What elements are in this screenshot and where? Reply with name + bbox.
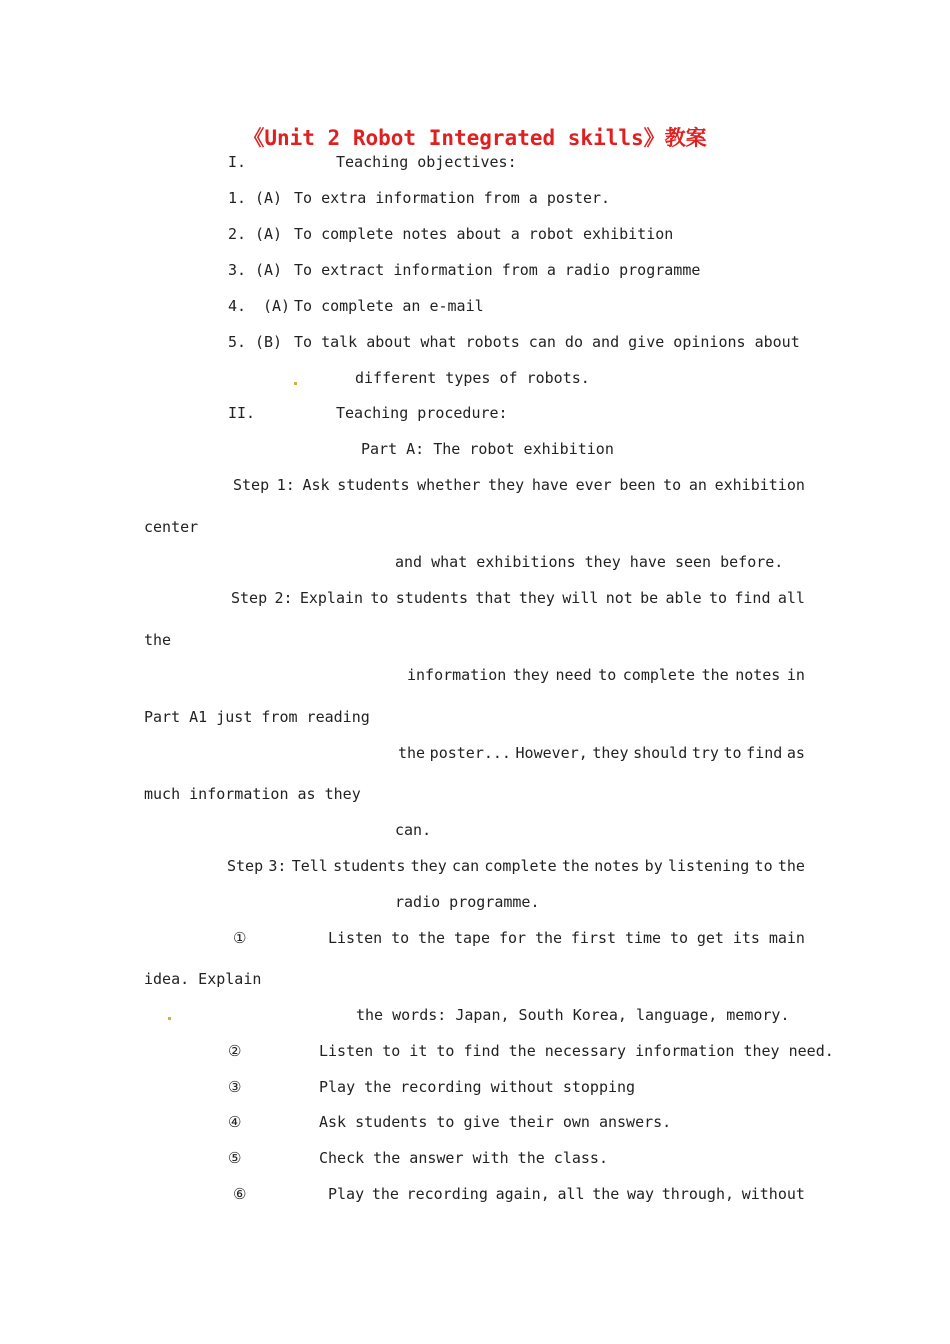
circled-number: ② [228,1042,242,1060]
substep-text: Play the recording again, all the way through, without [328,1185,805,1203]
circled-number: ① [233,929,247,947]
substep-text: Ask students to give their own answers. [319,1113,672,1131]
circled-number: ⑤ [228,1149,242,1167]
objective-level: (A) [255,225,283,243]
circled-number: ④ [228,1113,242,1131]
step-text: radio programme. [395,893,540,911]
stray-mark [168,1017,171,1020]
objective-number: 2. [228,225,247,243]
step-text: information they need to complete the notes in [407,666,805,684]
objective-level: (A) [255,189,283,207]
section-heading: Teaching objectives: [336,153,517,171]
circled-number: ⑥ [233,1185,247,1203]
step-text: much information as they [144,785,361,803]
objective-text: To extra information from a poster. [294,189,611,207]
part-heading: Part A: The robot exhibition [361,440,614,458]
objective-text: To talk about what robots can do and give opinions about [294,333,800,351]
substep-text: the words: Japan, South Korea, language, memory. [356,1006,790,1024]
step-text: and what exhibitions they have seen before. [395,553,784,571]
objective-level: (B) [255,333,283,351]
substep-text: Check the answer with the class. [319,1149,608,1167]
substep-text: Listen to it to find the necessary information they need. [319,1042,834,1060]
objective-text: To complete notes about a robot exhibition [294,225,674,243]
step-text: the poster... However, they should try to find as [398,744,805,762]
objective-text: To complete an e-mail [294,297,484,315]
objective-number: 5. [228,333,247,351]
step-text: Step 2: Explain to students that they will not be able to find all [231,589,805,607]
objective-level: (A) [263,297,291,315]
stray-mark [294,382,297,385]
section-numeral: I. [228,153,247,171]
section-heading: Teaching procedure: [336,404,508,422]
objective-number: 1. [228,189,247,207]
step-text: Step 1: Ask students whether they have ever been to an exhibition [233,476,805,494]
substep-text: Listen to the tape for the first time to get its main [328,929,805,947]
document-title: 《Unit 2 Robot Integrated skills》教案 [243,126,707,150]
substep-text: Play the recording without stopping [319,1078,636,1096]
step-text: center [144,518,199,536]
step-text: the [144,631,172,649]
section-numeral: II. [228,404,256,422]
objective-number: 4. [228,297,247,315]
objective-level: (A) [255,261,283,279]
objective-number: 3. [228,261,247,279]
objective-text-continued: different types of robots. [355,369,590,387]
step-text: Step 3: Tell students they can complete the notes by listening to the [227,857,805,875]
circled-number: ③ [228,1078,242,1096]
substep-text: idea. Explain [144,970,262,988]
step-text: Part A1 just from reading [144,708,370,726]
step-text: can. [395,821,432,839]
objective-text: To extract information from a radio programme [294,261,701,279]
